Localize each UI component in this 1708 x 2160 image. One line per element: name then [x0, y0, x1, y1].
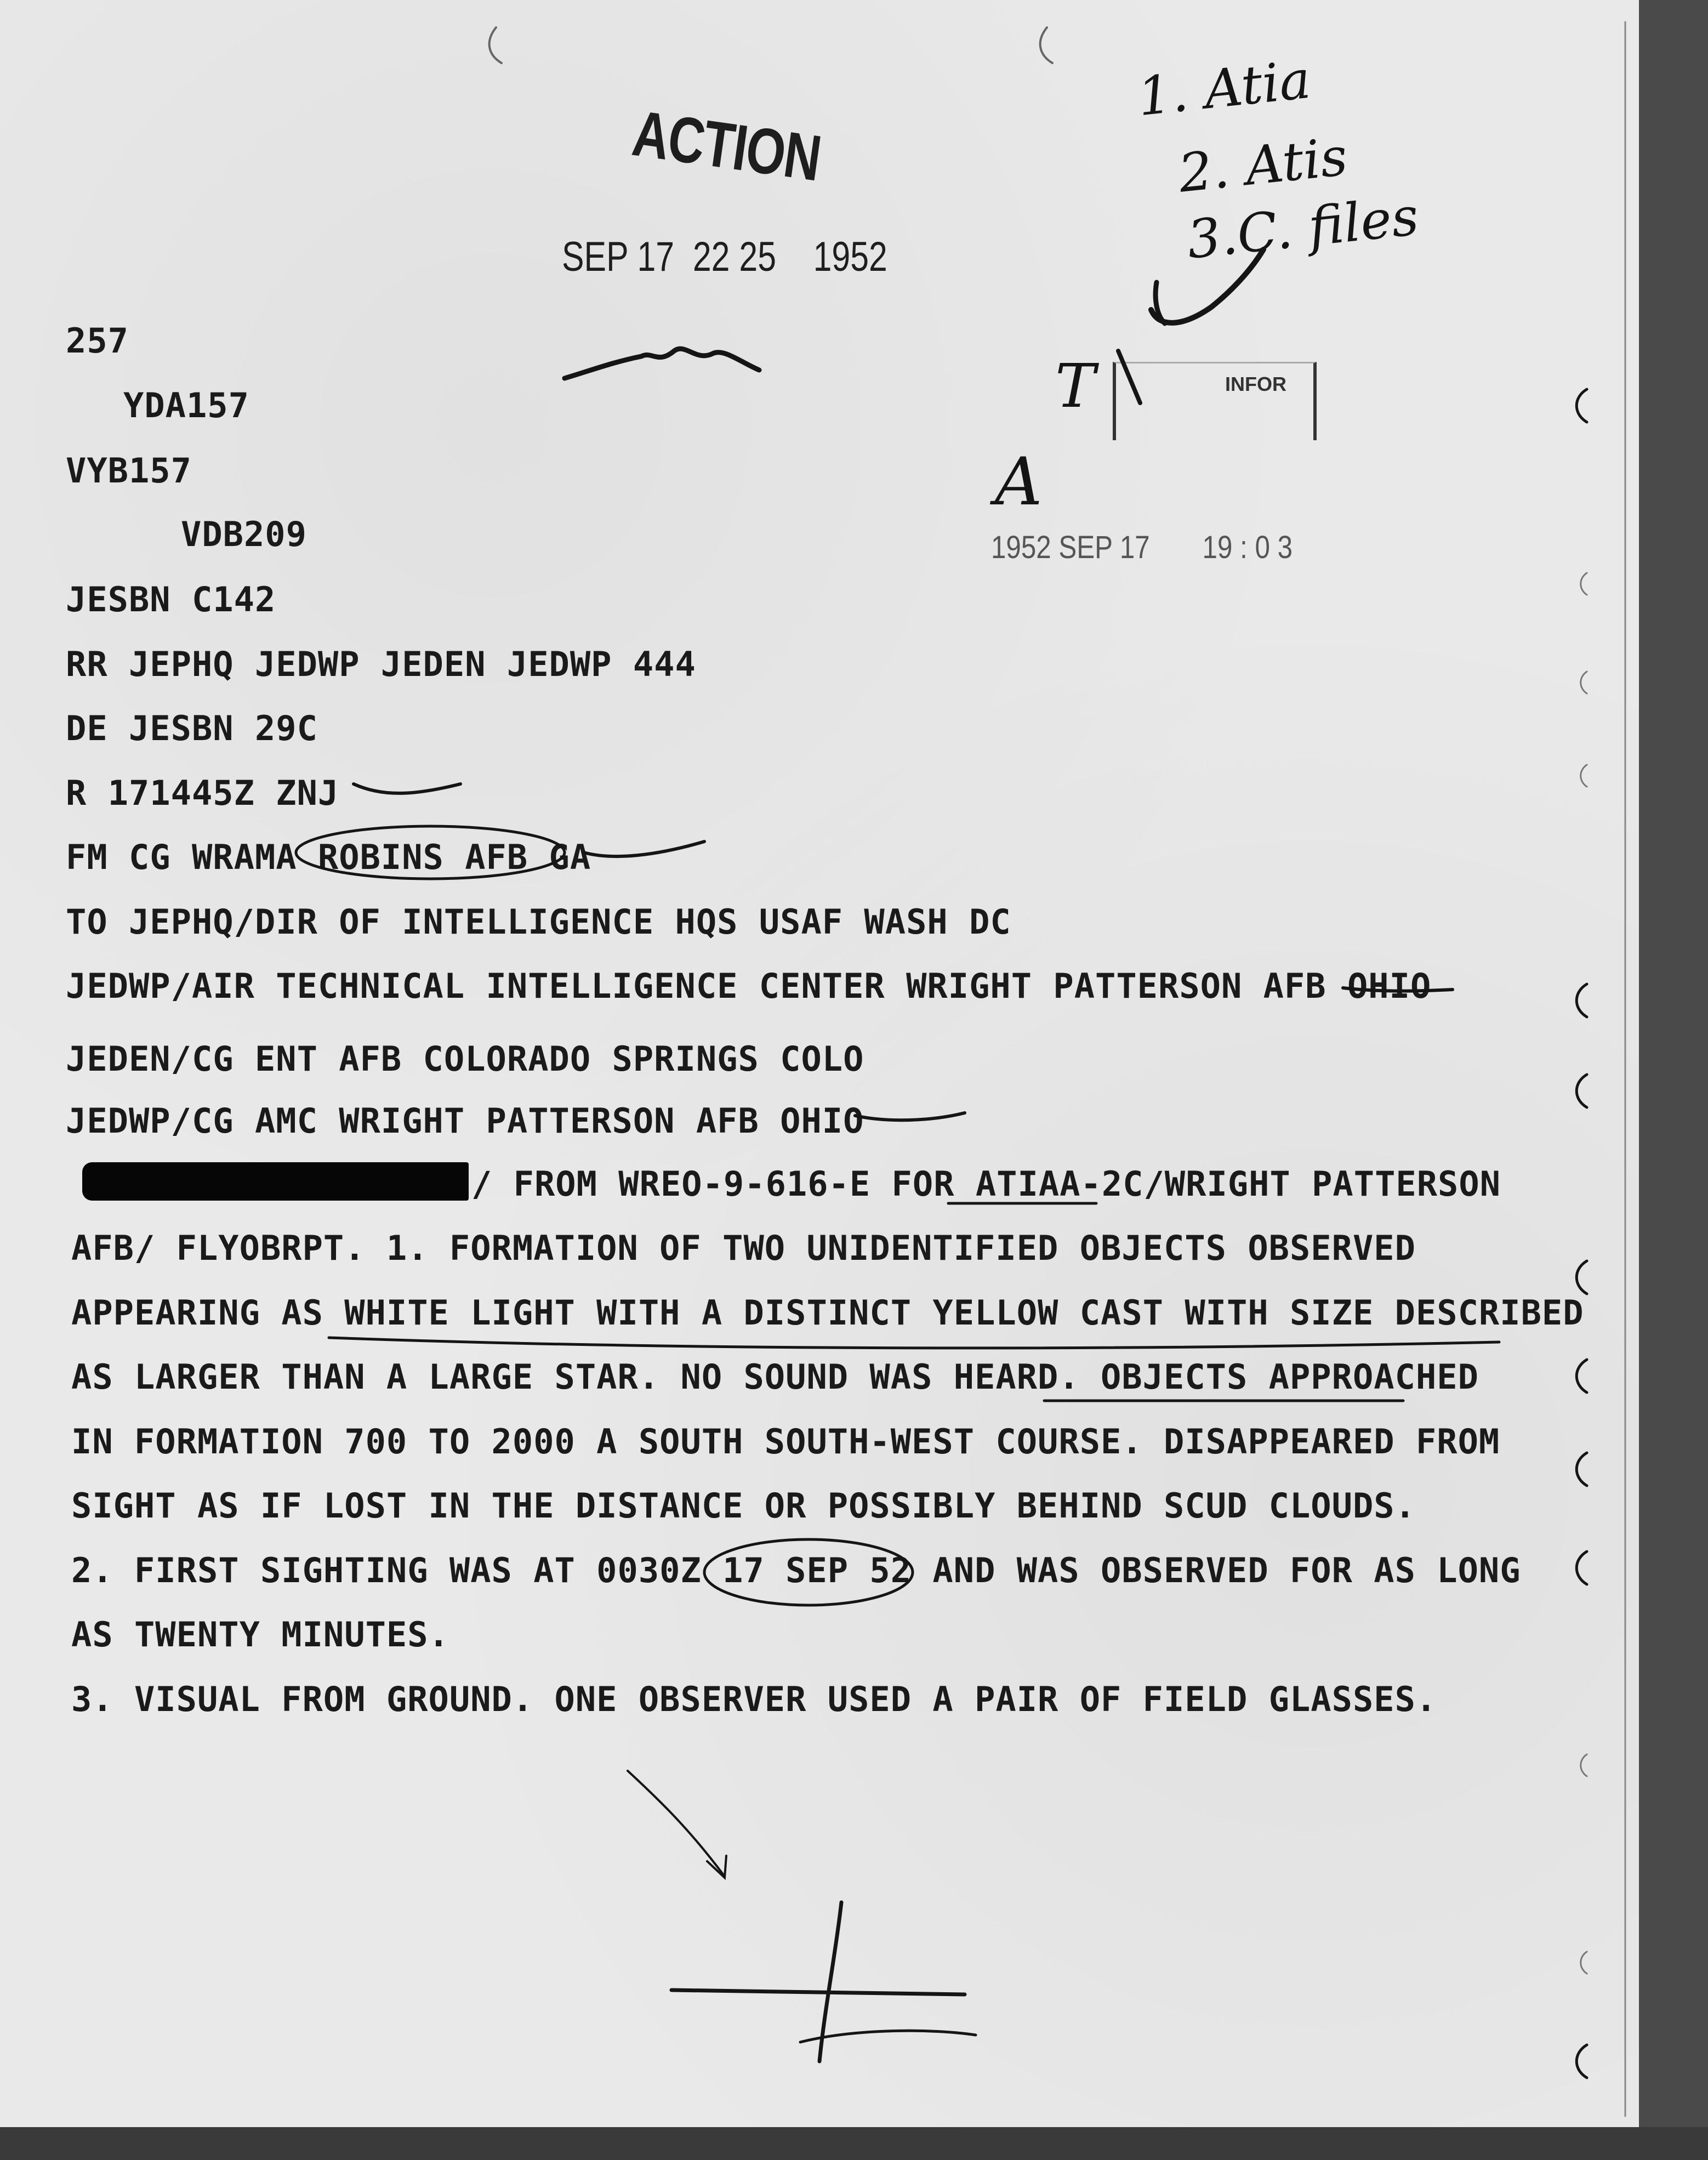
handwritten-routing-note-1: 1. Atia	[1135, 48, 1314, 128]
body-line-4: AS LARGER THAN A LARGE STAR. NO SOUND WAS HEARD. OBJECTS APPROACHED	[71, 1357, 1479, 1397]
action-stamp: ACTION	[628, 96, 825, 195]
body-line-9: 3. VISUAL FROM GROUND. ONE OBSERVER USED A PAIR OF FIELD GLASSES.	[71, 1679, 1437, 1719]
handwritten-routing-note-2: 2. Atis	[1175, 126, 1351, 204]
body-line-8: AS TWENTY MINUTES.	[71, 1615, 449, 1655]
body-line-7: 2. FIRST SIGHTING WAS AT 0030Z 17 SEP 52 AND WAS OBSERVED FOR AS LONG	[71, 1550, 1521, 1590]
body-line-6: SIGHT AS IF LOST IN THE DISTANCE OR POSSIBLY BEHIND SCUD CLOUDS.	[71, 1486, 1416, 1526]
date-time-group: R 171445Z ZNJ	[66, 773, 339, 813]
routing-line-de: DE JESBN 29C	[66, 708, 318, 748]
body-line-2: AFB/ FLYOBRPT. 1. FORMATION OF TWO UNIDENTIFIED OBJECTS OBSERVED	[71, 1228, 1416, 1268]
handwritten-routing-note-3: 3.C. files	[1184, 185, 1422, 271]
message-number: 257	[66, 321, 129, 361]
addressee-amc: JEDWP/CG AMC WRIGHT PATTERSON AFB OHIO	[66, 1101, 864, 1141]
scan-bottom-border	[0, 2127, 1708, 2160]
to-line: TO JEPHQ/DIR OF INTELLIGENCE HQS USAF WASH DC	[66, 902, 1011, 942]
addressee-ent: JEDEN/CG ENT AFB COLORADO SPRINGS COLO	[66, 1039, 864, 1079]
from-line: FM CG WRAMA ROBINS AFB GA	[66, 837, 591, 877]
infor-stamp-label: INFOR	[1225, 373, 1286, 395]
body-line-3: APPEARING AS WHITE LIGHT WITH A DISTINCT YELLOW CAST WITH SIZE DESCRIBED	[71, 1293, 1584, 1333]
routing-line-rr: RR JEPHQ JEDWP JEDEN JEDWP 444	[66, 644, 696, 684]
redaction-bar	[82, 1162, 469, 1201]
routing-line-vdb: VDB209	[181, 514, 307, 554]
body-line-1: / FROM WREO-9-616-E FOR ATIAA-2C/WRIGHT PATTERSON	[471, 1164, 1501, 1204]
routing-line-jesbn: JESBN C142	[66, 579, 276, 619]
handwritten-mark-t: T	[1055, 351, 1096, 421]
routing-line-vyb: VYB157	[66, 451, 192, 491]
received-date-stamp: SEP 17 22 25 1952	[562, 234, 887, 280]
body-line-5: IN FORMATION 700 TO 2000 A SOUTH SOUTH-WEST COURSE. DISAPPEARED FROM	[71, 1422, 1500, 1462]
handwritten-mark-a: A	[995, 444, 1043, 520]
secondary-date-stamp: 1952 SEP 17 19 : 0 3	[991, 530, 1293, 565]
routing-line-yda: YDA157	[123, 385, 249, 425]
addressee-atic: JEDWP/AIR TECHNICAL INTELLIGENCE CENTER WRIGHT PATTERSON AFB OHIO	[66, 966, 1432, 1006]
scan-right-border	[1639, 0, 1708, 2160]
